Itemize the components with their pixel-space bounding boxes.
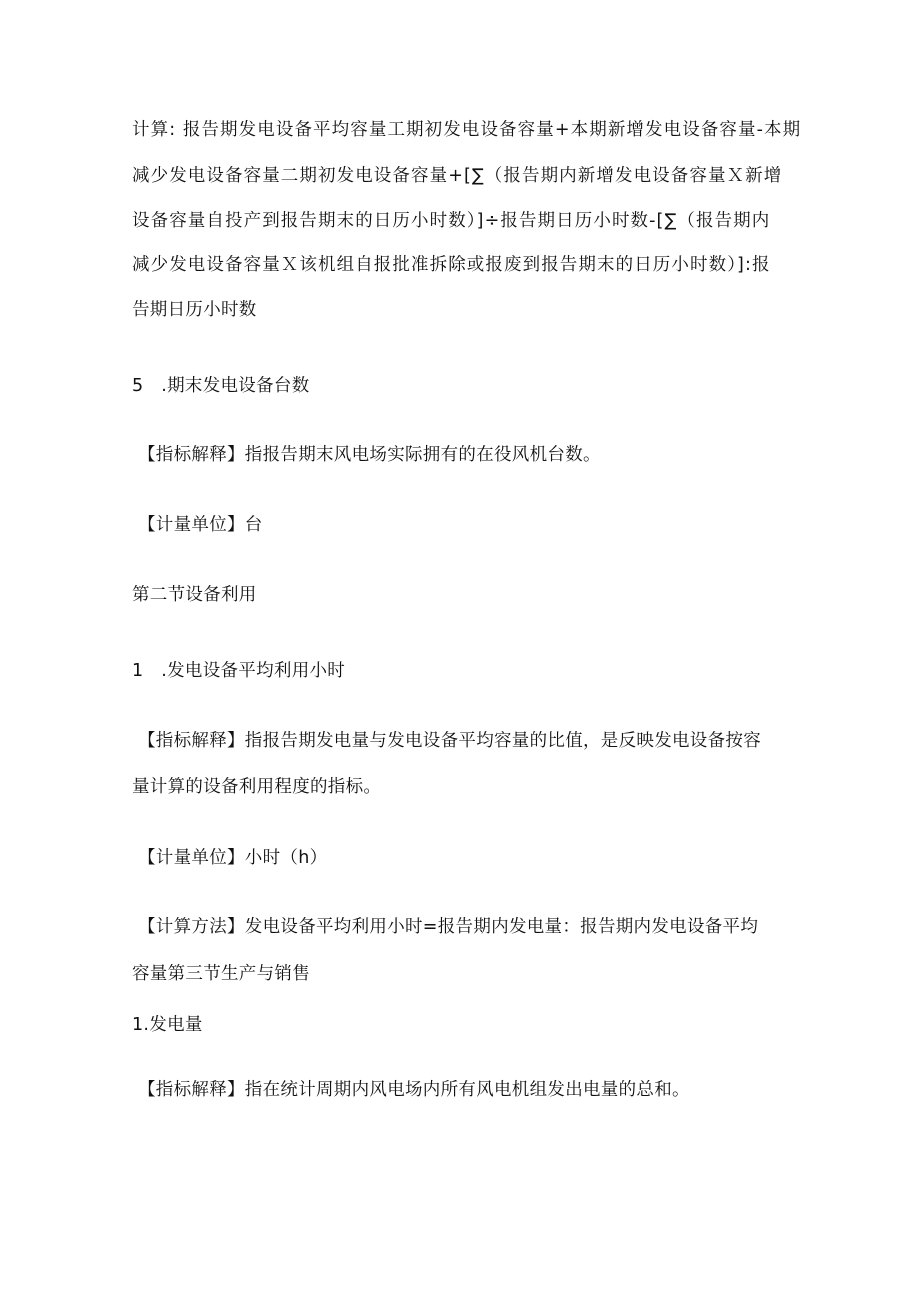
section-heading: 5 .期末发电设备台数 bbox=[132, 376, 310, 396]
text-line: 【指标解释】指报告期末风电场实际拥有的在役风机台数。 bbox=[138, 445, 601, 465]
text-line: 【计算方法】发电设备平均利用小时=报告期内发电量：报告期内发电设备平均 bbox=[138, 917, 759, 937]
section-heading: 1.发电量 bbox=[132, 1015, 203, 1035]
text-line: 【指标解释】指报告期发电量与发电设备平均容量的比值，是反映发电设备按容 bbox=[138, 731, 761, 751]
text-line: 容量第三节生产与销售 bbox=[132, 964, 310, 984]
text-line: 量计算的设备利用程度的指标。 bbox=[132, 777, 382, 797]
text-line: 【指标解释】指在统计周期内风电场内所有风电机组发出电量的总和。 bbox=[138, 1080, 690, 1100]
text-line: 计算: 报告期发电设备平均容量工期初发电设备容量+本期新增发电设备容量-本期 bbox=[132, 120, 802, 140]
text-line: 【计量单位】台 bbox=[138, 515, 263, 535]
text-line: 设备容量自投产到报告期末的日历小时数）]÷报告期日历小时数-[∑（报告期内 bbox=[132, 211, 771, 231]
text-line: 【计量单位】小时（h） bbox=[138, 848, 328, 868]
section-heading: 1 .发电设备平均利用小时 bbox=[132, 661, 346, 681]
text-line: 告期日历小时数 bbox=[132, 300, 257, 320]
text-line: 减少发电设备容量Ｘ该机组自报批准拆除或报废到报告期末的日历小时数）]:报 bbox=[132, 255, 771, 275]
text-line: 减少发电设备容量二期初发电设备容量+[∑（报告期内新增发电设备容量Ｘ新增 bbox=[132, 166, 783, 186]
section-heading: 第二节设备利用 bbox=[132, 585, 257, 605]
